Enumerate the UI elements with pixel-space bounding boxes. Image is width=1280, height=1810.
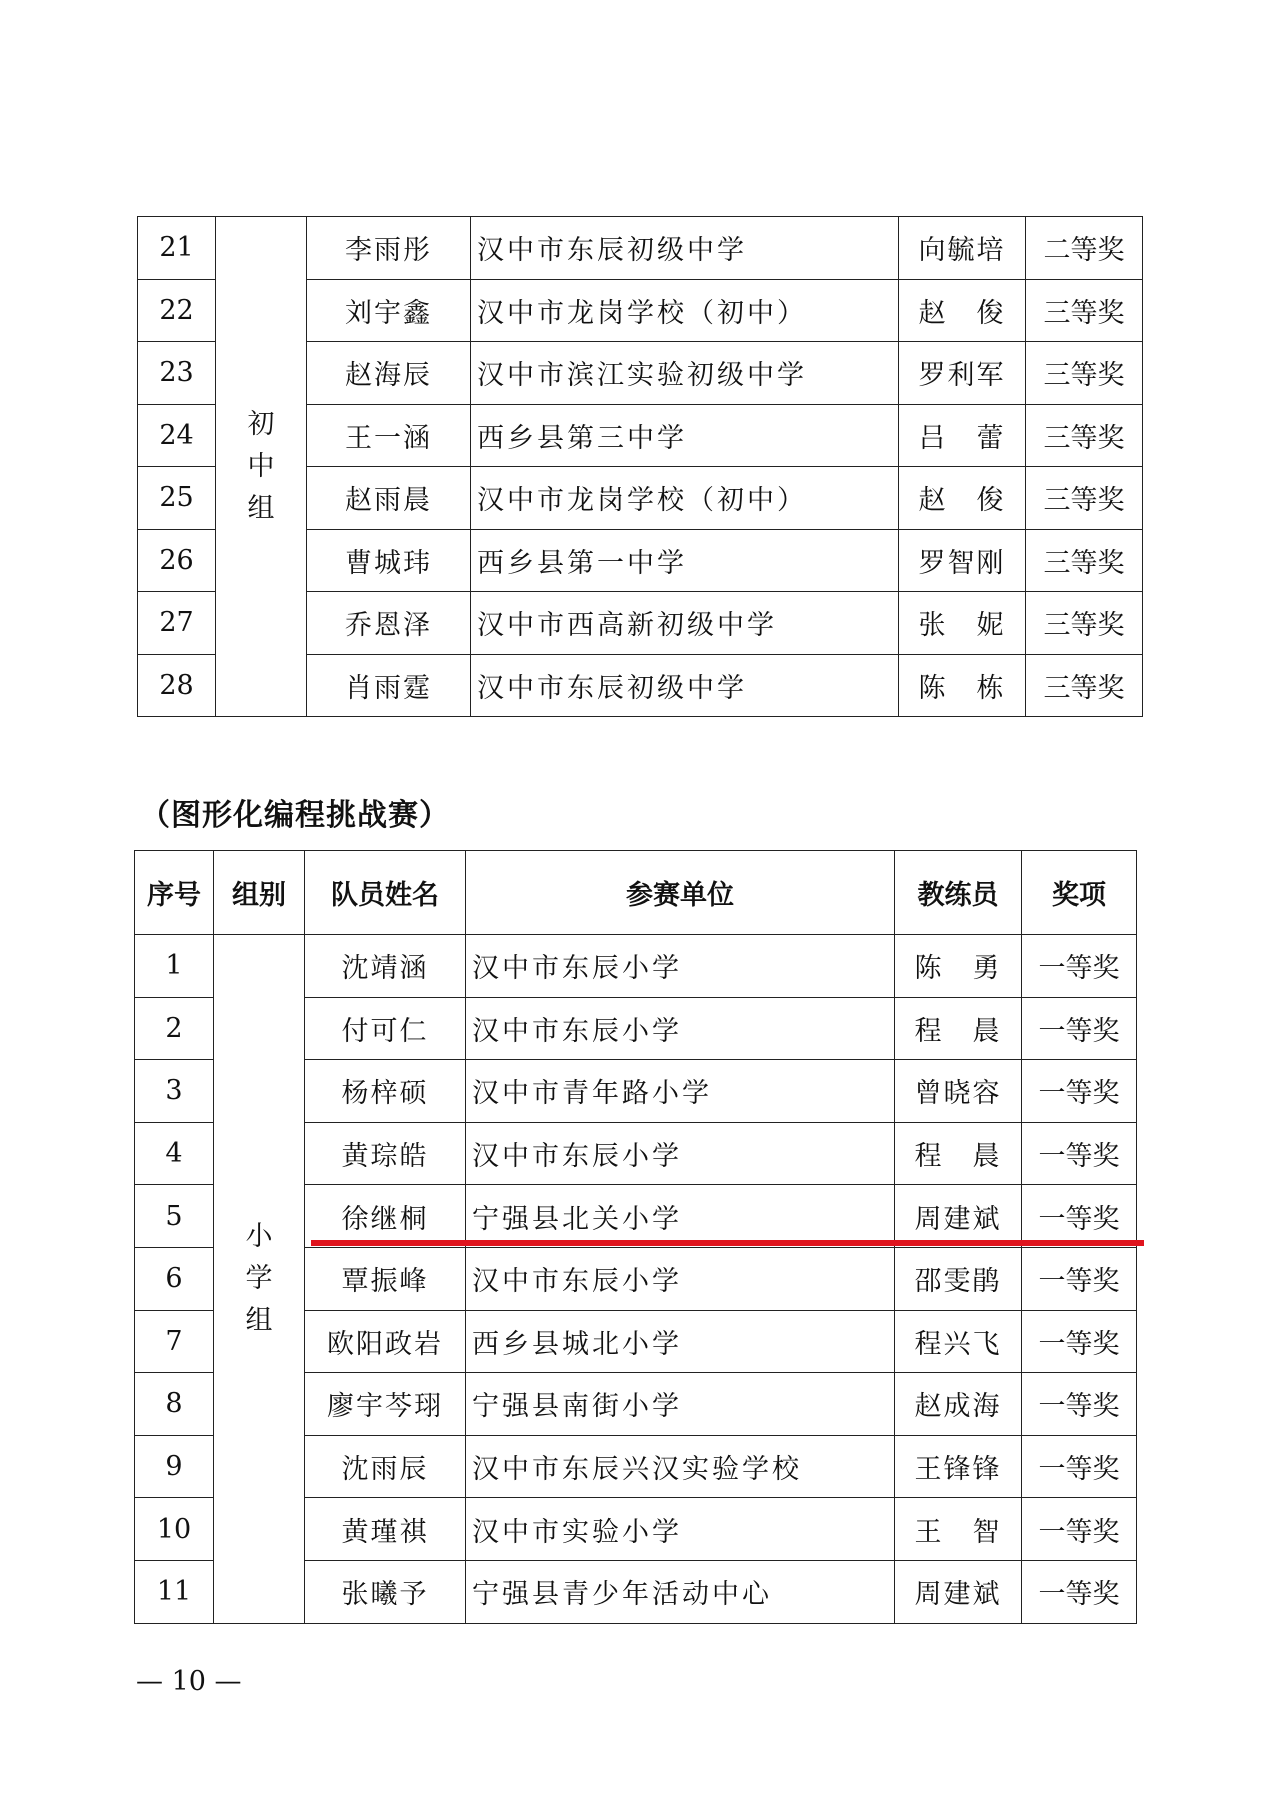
award-level: 一等奖 (1022, 1122, 1137, 1185)
award-level: 一等奖 (1022, 1247, 1137, 1310)
header-name: 队员姓名 (305, 851, 466, 935)
coach-name: 罗智刚 (899, 529, 1026, 592)
award-level: 一等奖 (1022, 1560, 1137, 1623)
participating-unit: 汉中市龙岗学校（初中） (471, 467, 899, 530)
award-level: 二等奖 (1026, 217, 1143, 280)
member-name: 覃振峰 (305, 1247, 466, 1310)
coach-name: 向毓培 (899, 217, 1026, 280)
section-title: （图形化编程挑战赛） (140, 798, 450, 833)
header-unit: 参赛单位 (466, 851, 895, 935)
member-name: 黄琮皓 (305, 1122, 466, 1185)
award-level: 三等奖 (1026, 342, 1143, 405)
participating-unit: 汉中市东辰初级中学 (471, 217, 899, 280)
header-award: 奖项 (1022, 851, 1137, 935)
header-group: 组别 (214, 851, 305, 935)
member-name: 赵海辰 (307, 342, 471, 405)
row-number: 25 (138, 467, 216, 530)
coach-name: 张 妮 (899, 592, 1026, 655)
coach-name: 邵雯鹃 (895, 1247, 1022, 1310)
coach-name: 周建斌 (895, 1185, 1022, 1248)
participating-unit: 汉中市滨江实验初级中学 (471, 342, 899, 405)
header-no: 序号 (135, 851, 214, 935)
participating-unit: 汉中市实验小学 (466, 1498, 895, 1561)
award-level: 一等奖 (1022, 1060, 1137, 1123)
member-name: 曹城玮 (307, 529, 471, 592)
row-number: 6 (135, 1247, 214, 1310)
participating-unit: 汉中市东辰小学 (466, 997, 895, 1060)
results-table-primary-school (134, 850, 1137, 1624)
participating-unit: 汉中市西高新初级中学 (471, 592, 899, 655)
member-name: 张曦予 (305, 1560, 466, 1623)
row-number: 3 (135, 1060, 214, 1123)
coach-name: 程兴飞 (895, 1310, 1022, 1373)
coach-name: 陈 栋 (899, 654, 1026, 717)
participating-unit: 汉中市东辰初级中学 (471, 654, 899, 717)
award-level: 三等奖 (1026, 279, 1143, 342)
participating-unit: 西乡县城北小学 (466, 1310, 895, 1373)
group-label: 小 学 组 (214, 935, 305, 1624)
participating-unit: 汉中市龙岗学校（初中） (471, 279, 899, 342)
participating-unit: 汉中市东辰兴汉实验学校 (466, 1435, 895, 1498)
table-row (135, 935, 1137, 998)
table-header-row (135, 851, 1137, 935)
coach-name: 王 智 (895, 1498, 1022, 1561)
row-number: 23 (138, 342, 216, 405)
member-name: 赵雨晨 (307, 467, 471, 530)
row-number: 7 (135, 1310, 214, 1373)
coach-name: 罗利军 (899, 342, 1026, 405)
award-level: 一等奖 (1022, 935, 1137, 998)
award-level: 一等奖 (1022, 1310, 1137, 1373)
row-number: 10 (135, 1498, 214, 1561)
participating-unit: 汉中市东辰小学 (466, 935, 895, 998)
row-number: 9 (135, 1435, 214, 1498)
row-number: 21 (138, 217, 216, 280)
participating-unit: 汉中市东辰小学 (466, 1247, 895, 1310)
award-level: 三等奖 (1026, 404, 1143, 467)
group-label: 初 中 组 (216, 217, 307, 717)
member-name: 黄瑾祺 (305, 1498, 466, 1561)
award-level: 一等奖 (1022, 1435, 1137, 1498)
award-level: 一等奖 (1022, 1185, 1137, 1248)
participating-unit: 宁强县北关小学 (466, 1185, 895, 1248)
award-level: 一等奖 (1022, 1498, 1137, 1561)
participating-unit: 汉中市东辰小学 (466, 1122, 895, 1185)
header-coach: 教练员 (895, 851, 1022, 935)
member-name: 杨梓硕 (305, 1060, 466, 1123)
member-name: 欧阳政岩 (305, 1310, 466, 1373)
row-number: 28 (138, 654, 216, 717)
member-name: 廖宇芩珝 (305, 1373, 466, 1436)
coach-name: 曾晓容 (895, 1060, 1022, 1123)
coach-name: 赵 俊 (899, 467, 1026, 530)
coach-name: 赵 俊 (899, 279, 1026, 342)
award-level: 三等奖 (1026, 529, 1143, 592)
coach-name: 陈 勇 (895, 935, 1022, 998)
row-number: 24 (138, 404, 216, 467)
coach-name: 周建斌 (895, 1560, 1022, 1623)
award-level: 三等奖 (1026, 592, 1143, 655)
coach-name: 王锋锋 (895, 1435, 1022, 1498)
member-name: 沈靖涵 (305, 935, 466, 998)
row-number: 22 (138, 279, 216, 342)
participating-unit: 西乡县第三中学 (471, 404, 899, 467)
row-number: 2 (135, 997, 214, 1060)
member-name: 肖雨霆 (307, 654, 471, 717)
page-number: — 10 — (136, 1666, 242, 1697)
award-level: 一等奖 (1022, 997, 1137, 1060)
table-row (138, 217, 1143, 280)
coach-name: 程 晨 (895, 997, 1022, 1060)
award-level: 一等奖 (1022, 1373, 1137, 1436)
member-name: 刘宇鑫 (307, 279, 471, 342)
row-number: 27 (138, 592, 216, 655)
row-number: 8 (135, 1373, 214, 1436)
award-level: 三等奖 (1026, 654, 1143, 717)
member-name: 沈雨辰 (305, 1435, 466, 1498)
participating-unit: 汉中市青年路小学 (466, 1060, 895, 1123)
participating-unit: 宁强县南街小学 (466, 1373, 895, 1436)
award-level: 三等奖 (1026, 467, 1143, 530)
red-underline-mark (311, 1240, 1144, 1246)
row-number: 1 (135, 935, 214, 998)
member-name: 王一涵 (307, 404, 471, 467)
member-name: 徐继桐 (305, 1185, 466, 1248)
row-number: 5 (135, 1185, 214, 1248)
row-number: 26 (138, 529, 216, 592)
row-number: 4 (135, 1122, 214, 1185)
member-name: 乔恩泽 (307, 592, 471, 655)
row-number: 11 (135, 1560, 214, 1623)
member-name: 付可仁 (305, 997, 466, 1060)
coach-name: 赵成海 (895, 1373, 1022, 1436)
results-table-middle-school (137, 216, 1143, 717)
coach-name: 程 晨 (895, 1122, 1022, 1185)
coach-name: 吕 蕾 (899, 404, 1026, 467)
participating-unit: 西乡县第一中学 (471, 529, 899, 592)
member-name: 李雨彤 (307, 217, 471, 280)
participating-unit: 宁强县青少年活动中心 (466, 1560, 895, 1623)
